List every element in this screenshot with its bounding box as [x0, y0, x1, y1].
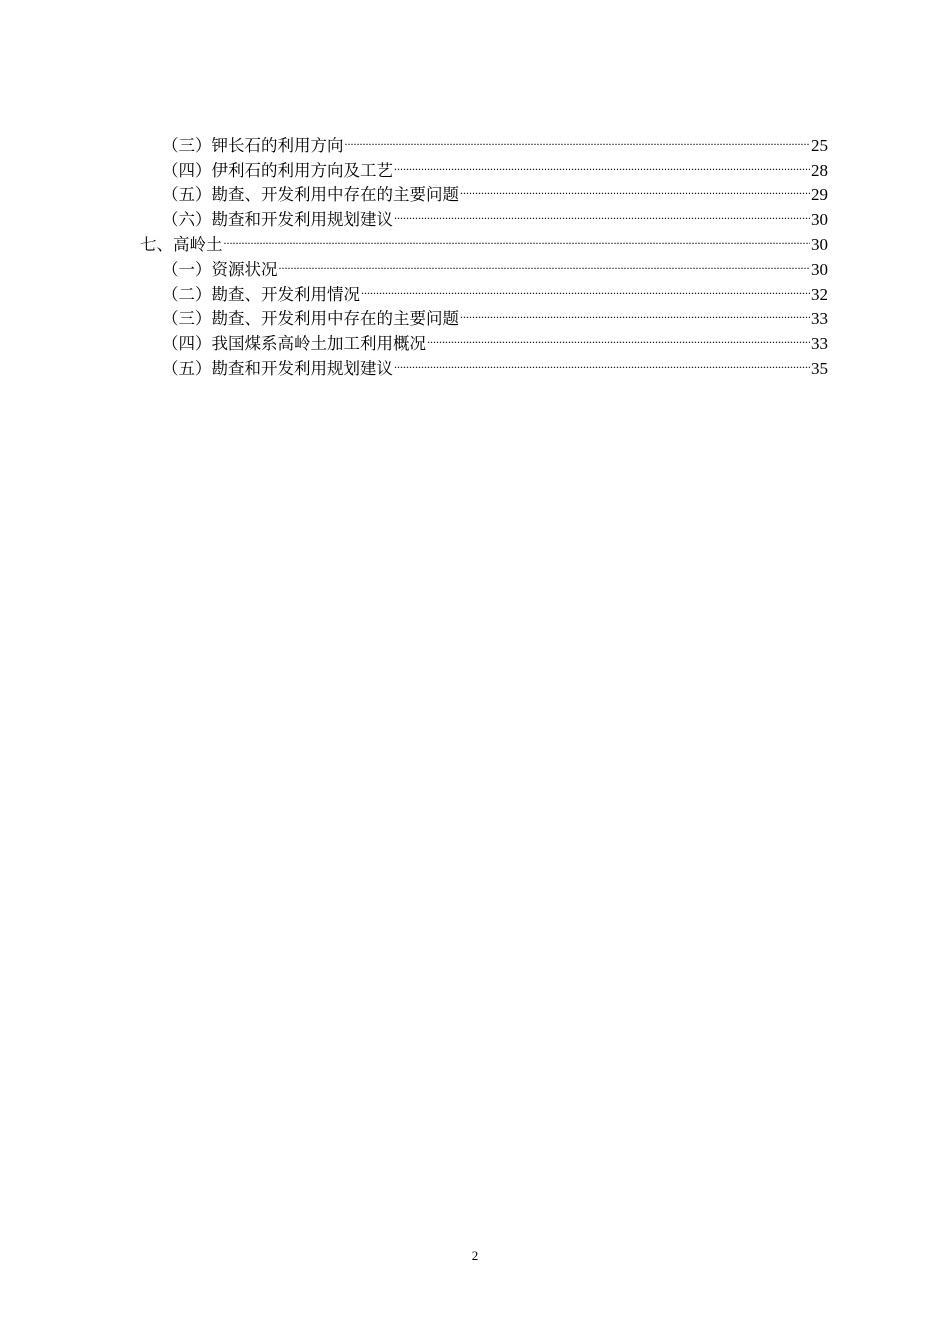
toc-entry-title: （六）勘查和开发利用规划建议	[162, 210, 393, 230]
toc-entry-page: 32	[811, 284, 828, 304]
toc-entry[interactable]	[140, 126, 828, 155]
toc-dot-leader	[394, 200, 810, 225]
toc-entry-title: （四）伊利石的利用方向及工艺	[162, 160, 393, 180]
toc-entry-page: 25	[811, 135, 828, 155]
toc-entry[interactable]	[140, 250, 828, 279]
toc-dot-leader	[460, 300, 810, 325]
toc-entry-title: （三）勘查、开发利用中存在的主要问题	[162, 309, 459, 329]
toc-entry-page: 33	[811, 334, 828, 354]
toc-dot-leader	[361, 275, 810, 300]
toc-entry-page: 28	[811, 160, 828, 180]
toc-dot-leader	[427, 324, 810, 349]
toc-dot-leader	[460, 176, 810, 201]
toc-dot-leader	[394, 349, 810, 374]
toc-entry-title: （四）我国煤系高岭土加工利用概况	[162, 334, 426, 354]
table-of-contents	[140, 126, 828, 378]
toc-entry-page: 30	[811, 234, 828, 254]
toc-dot-leader	[394, 151, 810, 176]
toc-entry-title: （二）勘查、开发利用情况	[162, 284, 360, 304]
toc-entry-title: （五）勘查、开发利用中存在的主要问题	[162, 185, 459, 205]
toc-entry-page: 30	[811, 210, 828, 230]
toc-entry-page: 29	[811, 185, 828, 205]
toc-entry-title: （五）勘查和开发利用规划建议	[162, 358, 393, 378]
toc-dot-leader	[224, 225, 811, 250]
toc-entry-title: （一）资源状况	[162, 259, 278, 279]
toc-entry-title: （三）钾长石的利用方向	[162, 135, 344, 155]
page-number: 2	[471, 1248, 479, 1263]
toc-entry-chapter[interactable]	[140, 225, 828, 254]
toc-entry-page: 35	[811, 358, 828, 378]
toc-dot-leader	[345, 126, 811, 151]
toc-entry-title: 七、高岭土	[140, 234, 223, 254]
toc-dot-leader	[279, 250, 811, 275]
toc-entry-page: 30	[811, 259, 828, 279]
toc-entry-page: 33	[811, 309, 828, 329]
